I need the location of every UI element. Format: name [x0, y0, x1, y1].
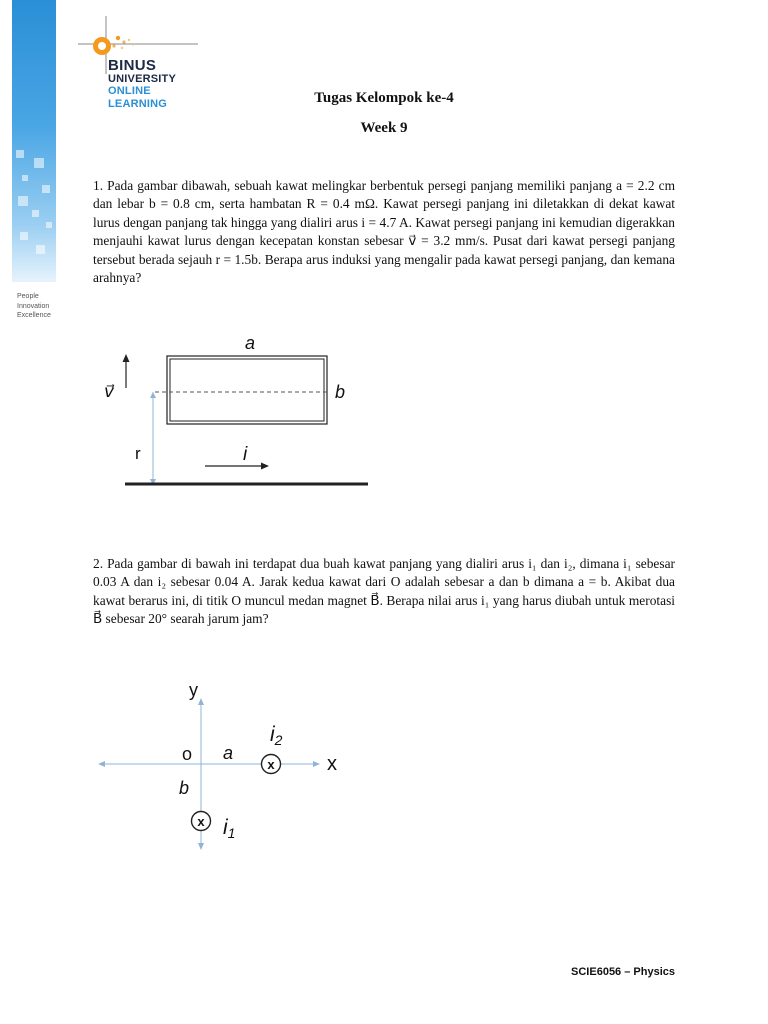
label-i2-sub: 2 [274, 732, 283, 748]
page-title-text: Tugas Kelompok ke-4 [314, 90, 454, 106]
label-v: v⃗ [104, 382, 115, 401]
logo-line-online: ONLINE [108, 85, 151, 97]
logo-line-learning: LEARNING [108, 97, 168, 110]
question-1-text: 1. Pada gambar dibawah, sebuah kawat melingkar berbentuk persegi panjang memiliki panjang a = 2.2 cm dan lebar b = 0.8 cm, serta hambatan R = 0.4 mΩ. Kawat persegi panjang ini diletakkan di dekat kawat lurus dengan panjang tak hingga yang dialiri arus i = 4.7 A. Kawat persegi panjang ini kemudian digerakkan menjauhi kawat lurus dengan kecepatan konstan sebesar v⃗ = 3.2 mm/s. Pusat dari kawat persegi panjang tersebut berada sejauh r = 1.5b. Berapa arus induksi yang mengalir pada kawat persegi panjang, dan kemana arahnya? [93, 178, 675, 286]
label-i2 [270, 723, 283, 748]
label-x: x [327, 753, 337, 775]
logo-line-university: UNIVERSITY [108, 72, 177, 85]
question-2-figure [95, 675, 355, 855]
label-i: i [243, 444, 248, 465]
label-i1-sub: 1 [227, 825, 236, 841]
footer-course-code: SCIE6056 – Physics [571, 966, 675, 978]
page-subtitle-text: Week 9 [360, 120, 408, 136]
label-i1 [223, 816, 235, 841]
wire-i2-cross: x [267, 757, 275, 772]
label-b: b [335, 382, 346, 402]
label-b: b [179, 778, 190, 798]
tagline-line: Excellence [17, 312, 51, 319]
tagline [17, 292, 51, 321]
wire-i1-cross: x [197, 814, 205, 829]
logo-line-binus: BINUS [108, 57, 157, 74]
page-title [0, 90, 768, 107]
question-1-figure [95, 330, 385, 495]
label-y: y [189, 680, 198, 700]
label-i2-main: i [270, 723, 275, 746]
page-subtitle [0, 120, 768, 137]
question-2-text: 2. Pada gambar di bawah ini terdapat dua buah kawat panjang yang dialiri arus i₁ dan i₂, dimana i₁ sebesar 0.03 A dan i₂ sebesar 0.04 A. Jarak kedua kawat dari O adalah sebesar a dan b dimana a = b. Akibat dua kawat berarus ini, di titik O muncul medan magnet B⃗. Berapa nilai arus i₁ yang harus diubah untuk merotasi B⃗ sebesar 20° searah jarum jam? [93, 556, 675, 627]
tagline-line: People [17, 293, 39, 300]
label-o: o [182, 744, 193, 764]
label-r: r [135, 444, 141, 463]
tagline-line: Innovation [17, 302, 50, 310]
rectangular-loop [167, 356, 327, 424]
side-decor-strip [12, 0, 56, 282]
label-i1-main: i [223, 816, 228, 839]
label-a: a [244, 333, 256, 353]
label-a: a [223, 743, 234, 763]
